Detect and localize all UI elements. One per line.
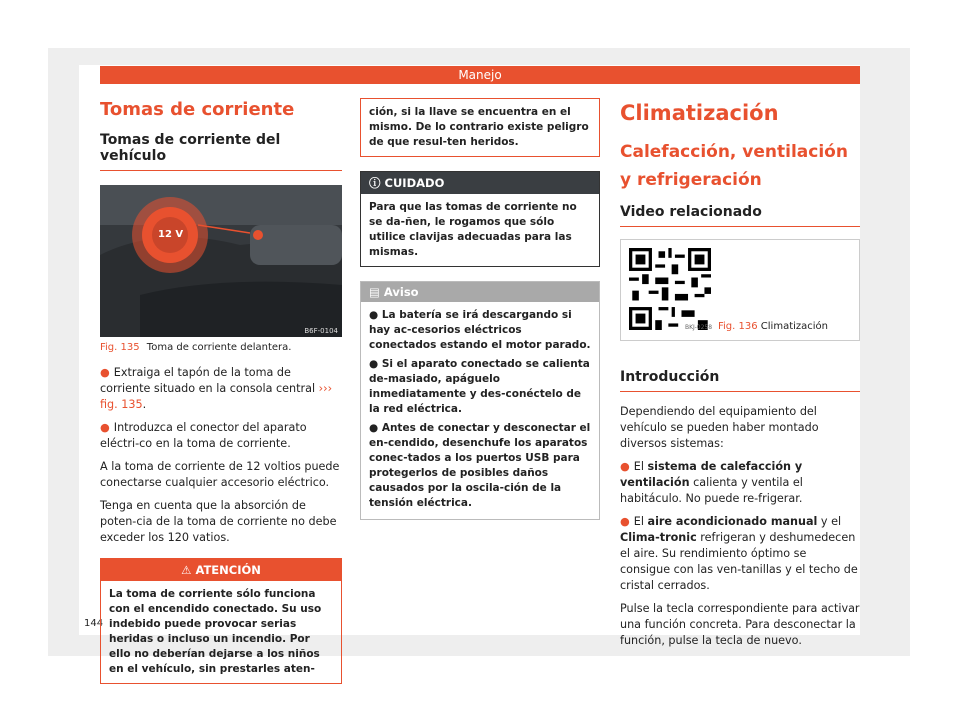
bullet-text: El [633,515,644,528]
arrow-icon: ››› [318,382,333,395]
caution-box [360,171,600,267]
qr-code-label: BKJ-0258 [685,324,713,331]
bullet-icon: ● [369,422,382,434]
qr-code-icon[interactable] [629,248,711,330]
subsection-title: Calefacción, ventilación y refrigeración [620,142,848,190]
bullet-item [100,365,342,413]
bullet-icon: ● [100,421,110,434]
note-label: Aviso [383,285,419,299]
video-heading: Video relacionado [620,204,860,227]
body-text [620,404,860,649]
figure-caption-text: Toma de corriente delantera. [146,342,292,353]
figure-caption [718,321,828,332]
paragraph: Dependiendo del equipamiento del vehículo se pueden haber montado diversos sistemas: [620,405,819,450]
bullet-icon: ● [620,460,630,473]
bullet-text: refrigeran y deshumedecen el aire. Su rendimiento óptimo se consigue con las ven-tanillas y el techo de cristal cerrados. [620,531,858,592]
figure-link[interactable]: fig. 135 [100,398,143,411]
note-item [369,308,591,353]
note-item [369,421,591,511]
intro-heading: Introducción [620,369,860,392]
note-box [360,281,600,520]
caution-label: CUIDADO [384,176,445,190]
bullet-icon: ● [369,309,382,321]
figure-caption [100,342,342,353]
section-title: Tomas de corriente [100,99,295,120]
caution-header [361,172,599,194]
bullet-icon: ● [620,515,630,528]
note-item [369,357,591,417]
note-body [361,302,599,519]
bullet-icon: ● [369,358,382,370]
bold-term: aire acondicionado manual [647,515,818,528]
warning-label: ATENCIÓN [195,563,261,577]
page-number: 144 [84,618,104,629]
bullet-item [100,420,342,452]
info-circle-icon: ⓘ [369,176,381,190]
console-illustration [100,185,342,337]
column-middle [360,98,600,520]
bold-term: sistema de calefacción y ventilación [620,460,803,489]
bullet-text: calienta y ventila el habitáculo. No puede re-frigerar. [620,476,803,505]
warning-box [100,558,342,684]
bullet-text: y el [820,515,842,528]
note-item-text: La batería se irá descargando si hay ac-cesorios eléctricos conectados estando el motor parado. [369,309,591,351]
figure-number: Fig. 135 [100,342,140,353]
image-code: B6F-0104 [304,327,338,335]
power-socket-photo [100,185,342,337]
note-icon: ▤ [369,285,380,299]
bullet-item [620,514,860,594]
note-item-text: Si el aparato conectado se calienta de-masiado, apáguelo inmediatamente y des-conéctelo de la red eléctrica. [369,358,590,415]
bold-term: Clima-tronic [620,531,697,544]
paragraph: Pulse la tecla correspondiente para activar una función concreta. Para desconectar la función, pulse la tecla de nuevo. [620,602,860,647]
warning-triangle-icon: ⚠ [181,563,192,577]
paragraph: Tenga en cuenta que la absorción de poten-cia de la toma de corriente no debe exceder los 120 vatios. [100,499,337,544]
body-text [100,365,342,546]
warning-text: La toma de corriente sólo funciona con el encendido conectado. Su uso indebido puede provocar serias heridas o incluso un incendio. Por ello no deberían dejarse a los niños en el vehículo, sin prestarles aten- [109,588,322,675]
column-right [620,98,860,656]
paragraph: A la toma de corriente de 12 voltios puede conectarse cualquier accesorio eléctrico. [100,460,340,489]
warning-header [101,559,341,581]
section-header: Manejo [100,66,860,84]
bullet-item [620,459,860,507]
bullet-text: El [633,460,644,473]
subsection-title: Tomas de corriente del vehículo [100,132,342,171]
section-title: Climatización [620,101,779,125]
note-header [361,282,599,302]
figure-caption-text: Climatización [760,321,829,332]
bullet-icon: ● [100,366,110,379]
warning-continuation: ción, si la llave se encuentra en el mismo. De lo contrario existe peligro de que resul-ten heridos. [360,98,600,157]
punctuation: . [142,398,147,411]
bullet-text: Extraiga el tapón de la toma de corriente situado en la consola central [100,366,316,395]
qr-figure [620,239,860,341]
figure-number: Fig. 136 [718,321,758,332]
socket-badge: 12 V [158,229,184,240]
caution-text: Para que las tomas de corriente no se da-ñen, le rogamos que sólo utilice clavijas adecuadas para las mismas. [369,201,577,258]
bullet-text: Introduzca el conector del aparato eléctri-co en la toma de corriente. [100,421,307,450]
note-item-text: Antes de conectar y desconectar el en-cendido, desenchufe los aparatos conec-tados a los puertos USB para protegerlos de posibles daños causados por la oscila-ción de la tensión eléctrica. [369,422,591,509]
column-left [100,98,342,684]
